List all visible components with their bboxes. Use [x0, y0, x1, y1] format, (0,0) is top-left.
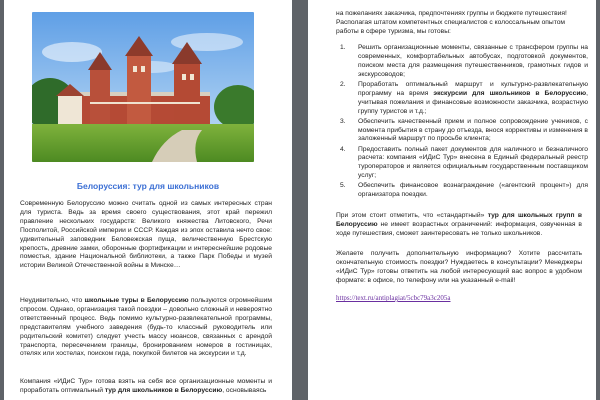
list-number: 3. — [340, 117, 346, 125]
paragraph-contact: Желаете получить дополнительную информацию? Хотите рассчитать окончательную стоимость поездки? Нуждаетесь в консультации? Менеджеры «ИДиС Тур» готовы ответить на любой интересующий вас вопрос в удобном формате: в офисе, по телефону или на указанный e-mail! — [336, 250, 582, 284]
text: Решить организационные моменты, связанные с трансфером группы на современных, комфортабельных автобусах, подготовкой документов, поиском места для размещения путешественников, грамотных гидов и экскурсоводов; — [358, 44, 588, 78]
document-title: Белоруссия: тур для школьников — [76, 181, 220, 191]
list-item — [336, 182, 588, 200]
text: При этом стоит отметить, что «стандартный» — [336, 212, 488, 219]
text: , учитывая пожелания и финансовые возможности заказчика, возрастную группу туристов и т.д.; — [358, 89, 588, 115]
text: пользуются огромнейшим спросом. Однако, организация такой поездки – довольно сложный и невероятно ответственный процесс. Ведь помимо культурно-развлекательной программы, представителям учебного заведения (будь-то классный руководитель или родительский комитет) следует учесть массу нюансов, связанных с арендой транспорта, пересечением границы, бронированием номеров в гостиницах, отелях или хостелах, поиском гида, покупкой билетов на экскурсии и т.д. — [20, 297, 272, 358]
paragraph-intro: Современную Белоруссию можно считать одной из самых интересных стран для туриста. Ведь за время своего существования, этот край пережил правление нескольких государств: Великого княжества Литовского, Речи Посполитой, Российской империи и СССР. Каждая из эпох оставила нечто свое: удивительный заповедник Беловежская пуща, величественную Брестскую крепость, древние замки, оборонные фортификации и интереснейшие родовые поместья, здание Национальной библиотеки, а также Парк Победы и музей истории Великой Отечественной войны в Минске… — [20, 200, 272, 270]
list-item — [336, 118, 588, 145]
list-number: 4. — [340, 145, 346, 153]
text: Неудивительно, что — [20, 297, 85, 304]
list-item — [336, 81, 588, 117]
text: Компания «ИДиС Тур» готова взять на себя все организационные моменты и проработать оптимальный — [20, 378, 272, 394]
text: не имеет возрастных ограничений: информация, озвученная в ходе путешествия, сможет заинтересовать не только школьников. — [336, 220, 582, 237]
paragraph-no-age-limits — [336, 212, 582, 239]
document-page-left — [4, 0, 292, 400]
list-number: 2. — [340, 80, 346, 88]
list-number: 5. — [340, 182, 346, 190]
text: Проработать оптимальный маршрут и культурно-развлекательную программу на время — [358, 80, 588, 97]
list-item — [336, 44, 588, 80]
text: Предоставить полный пакет документов для наличного и безналичного расчета: компания «ИДиС Тур» внесена в Единый федеральный реестр туроператоров и является официальным государственным поставщиком услуг; — [358, 145, 588, 180]
bold-phrase: школьные туры в Белоруссию — [84, 297, 189, 304]
document-page-right — [308, 0, 596, 400]
text: Обеспечить качественный прием и полное сопровождение учеников, с момента прибытия в страну до отъезда, внося коррективы и изменения в заложенный маршрут по просьбе клиента; — [358, 117, 588, 143]
services-list — [336, 44, 588, 201]
bold-phrase: тур для школьников в Белоруссию — [104, 386, 223, 394]
castle-photo — [32, 12, 254, 162]
bold-phrase: экскурсии для школьников в Белоруссию — [433, 89, 587, 97]
paragraph-continuation: на пожеланиях заказчика, предпочтениях группы и бюджете путешествия! Располагая штатом компетентных специалистов с колоссальным опытом работы в сфере туризма, мы готовы: — [336, 10, 567, 35]
paragraph-school-tours — [20, 297, 272, 359]
list-item — [336, 146, 588, 182]
text: , основываясь — [222, 386, 267, 394]
text: Обеспечить финансовое вознаграждение («агентский процент») для организатора поездки. — [358, 182, 588, 199]
list-number: 1. — [340, 44, 346, 51]
paragraph-company — [20, 378, 272, 396]
antiplagiat-link[interactable]: https://text.ru/antiplagiat/5cbc79a3c205a — [336, 294, 451, 302]
bold-phrase: тур для школьных групп в Белоруссию — [336, 212, 582, 228]
